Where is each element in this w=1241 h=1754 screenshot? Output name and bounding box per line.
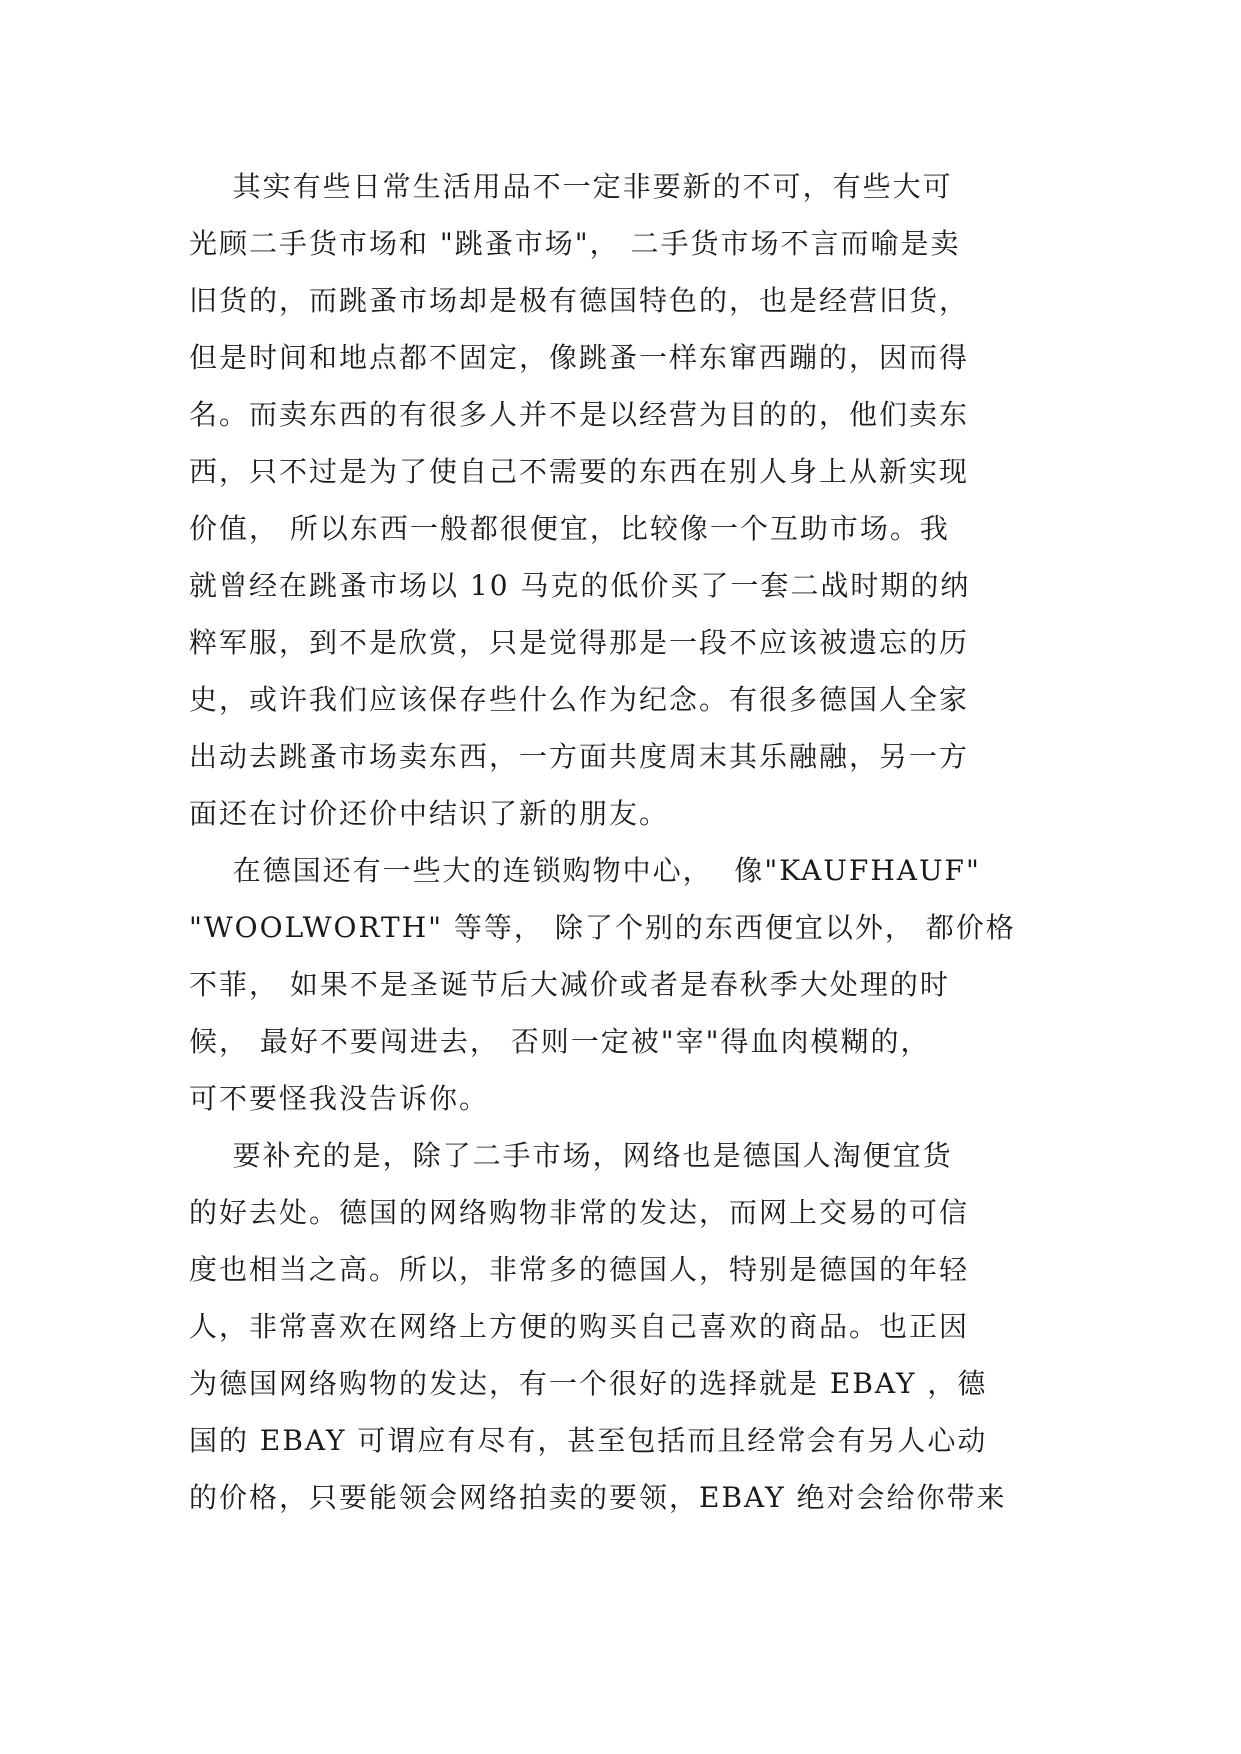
- text-line: 度也相当之高。所以，非常多的德国人，特别是德国的年轻: [189, 1253, 970, 1286]
- text-line: 但是时间和地点都不固定，像跳蚤一样东窜西蹦的，因而得: [189, 341, 970, 374]
- text-line: 可不要怪我没告诉你。: [189, 1082, 490, 1115]
- paragraph-shopping-centers: [189, 842, 1069, 1127]
- text-line: 就曾经在跳蚤市场以 10 马克的低价买了一套二战时期的纳: [189, 569, 971, 602]
- paragraph-flea-market: [189, 158, 1069, 842]
- text-line: "WOOLWORTH" 等等， 除了个别的东西便宜以外， 都价格: [189, 911, 1016, 944]
- text-line: 名。而卖东西的有很多人并不是以经营为目的的，他们卖东: [189, 398, 970, 431]
- text-line: 的好去处。德国的网络购物非常的发达，而网上交易的可信: [189, 1196, 970, 1229]
- text-line: 西，只不过是为了使自己不需要的东西在别人身上从新实现: [189, 455, 970, 488]
- text-line: 旧货的，而跳蚤市场却是极有德国特色的，也是经营旧货，: [189, 284, 970, 317]
- text-line: 不菲， 如果不是圣诞节后大减价或者是春秋季大处理的时: [189, 968, 950, 1001]
- text-line: 其实有些日常生活用品不一定非要新的不可，有些大可: [189, 170, 953, 203]
- text-line: 出动去跳蚤市场卖东西，一方面共度周末其乐融融，另一方: [189, 740, 970, 773]
- text-line: 在德国还有一些大的连锁购物中心， 像"KAUFHAUF": [189, 854, 981, 887]
- text-line: 要补充的是，除了二手市场，网络也是德国人淘便宜货: [189, 1139, 953, 1172]
- text-line: 粹军服，到不是欣赏，只是觉得那是一段不应该被遗忘的历: [189, 626, 970, 659]
- body-text: [189, 158, 1069, 1526]
- text-line: 为德国网络购物的发达，有一个很好的选择就是 EBAY ，德: [189, 1367, 988, 1400]
- text-line: 的价格，只要能领会网络拍卖的要领，EBAY 绝对会给你带来: [189, 1481, 1007, 1514]
- text-line: 人，非常喜欢在网络上方便的购买自己喜欢的商品。也正因: [189, 1310, 970, 1343]
- text-line: 价值， 所以东西一般都很便宜，比较像一个互助市场。我: [189, 512, 950, 545]
- text-line: 面还在讨价还价中结识了新的朋友。: [189, 797, 670, 830]
- text-line: 国的 EBAY 可谓应有尽有，甚至包括而且经常会有另人心动: [189, 1424, 988, 1457]
- paragraph-online-shopping: [189, 1127, 1069, 1526]
- text-line: 光顾二手货市场和 "跳蚤市场"， 二手货市场不言而喻是卖: [189, 227, 961, 260]
- text-line: 候， 最好不要闯进去， 否则一定被"宰"得血肉模糊的，: [189, 1025, 931, 1058]
- text-line: 史，或许我们应该保存些什么作为纪念。有很多德国人全家: [189, 683, 970, 716]
